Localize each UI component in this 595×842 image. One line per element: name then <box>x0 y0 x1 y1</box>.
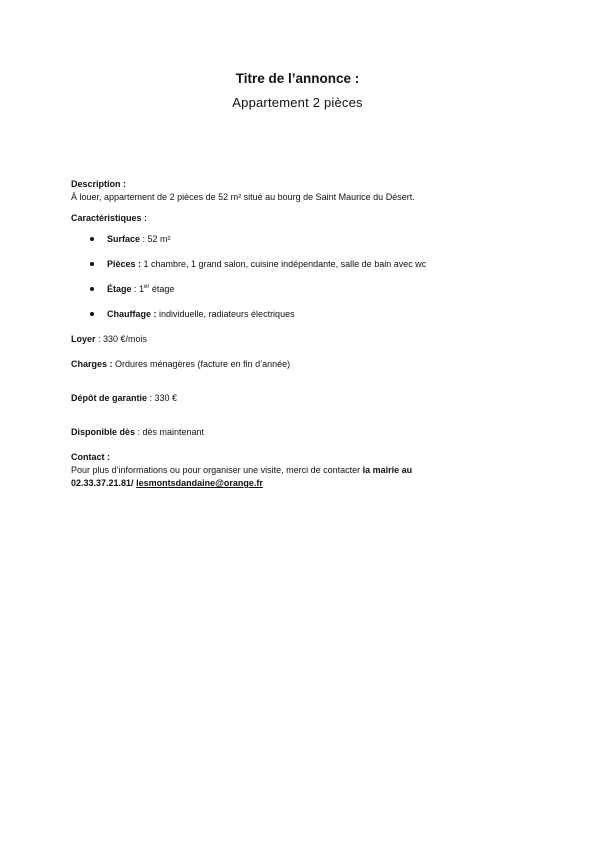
feature-value: : 1 <box>131 284 145 294</box>
bullet-icon <box>90 262 94 266</box>
feature-superscript: er <box>144 284 150 290</box>
availability-value: : dès maintenant <box>135 427 205 437</box>
deposit-label: Dépôt de garantie <box>71 393 148 403</box>
feature-label: Pièces : <box>107 259 142 269</box>
contact-label: Contact : <box>71 452 110 462</box>
description-label: Description : <box>71 179 127 189</box>
ad-title: Titre de l’annonce : <box>235 71 360 86</box>
contact-section <box>71 451 541 490</box>
list-item <box>71 308 541 321</box>
deposit-line <box>71 392 541 405</box>
feature-value: individuelle, radiateurs électriques <box>156 309 295 319</box>
description-text: À louer, appartement de 2 pièces de 52 m² situé au bourg de Saint Maurice du Désert. <box>71 192 415 202</box>
feature-label: Étage <box>107 284 132 294</box>
feature-label: Chauffage : <box>107 309 157 319</box>
features-list <box>71 233 541 321</box>
bullet-icon <box>90 312 94 316</box>
rent-label: Loyer <box>71 334 96 344</box>
feature-value: 1 chambre, 1 grand salon, cuisine indépendante, salle de bain avec wc <box>141 259 427 269</box>
contact-text <box>71 464 541 477</box>
contact-details <box>71 477 541 490</box>
bullet-icon <box>90 237 94 241</box>
ad-subtitle: Appartement 2 pièces <box>232 95 363 110</box>
availability-line <box>71 426 541 439</box>
list-item <box>71 233 541 246</box>
rent-line <box>71 333 541 346</box>
title-block <box>0 70 595 112</box>
contact-email-link[interactable]: lesmontsdandaine@orange.fr <box>136 478 263 488</box>
contact-intro: Pour plus d’informations ou pour organiser une visite, merci de contacter <box>71 465 363 475</box>
list-item <box>71 283 541 296</box>
feature-value: : 52 m² <box>140 234 171 244</box>
description-section <box>71 178 541 204</box>
contact-phone: 02.33.37.21.81/ <box>71 478 134 488</box>
feature-label: Surface <box>107 234 141 244</box>
feature-suffix: étage <box>149 284 175 294</box>
contact-mairie: la mairie au <box>362 465 413 475</box>
bullet-icon <box>90 287 94 291</box>
features-heading: Caractéristiques : <box>71 213 148 223</box>
deposit-value: : 330 € <box>147 393 178 403</box>
charges-value: Ordures ménagères (facture en fin d’année) <box>112 359 291 369</box>
charges-line <box>71 358 541 371</box>
charges-label: Charges : <box>71 359 113 369</box>
list-item <box>71 258 541 271</box>
availability-label: Disponible dès <box>71 427 136 437</box>
ad-content <box>71 178 541 490</box>
rent-value: : 330 €/mois <box>95 334 148 344</box>
